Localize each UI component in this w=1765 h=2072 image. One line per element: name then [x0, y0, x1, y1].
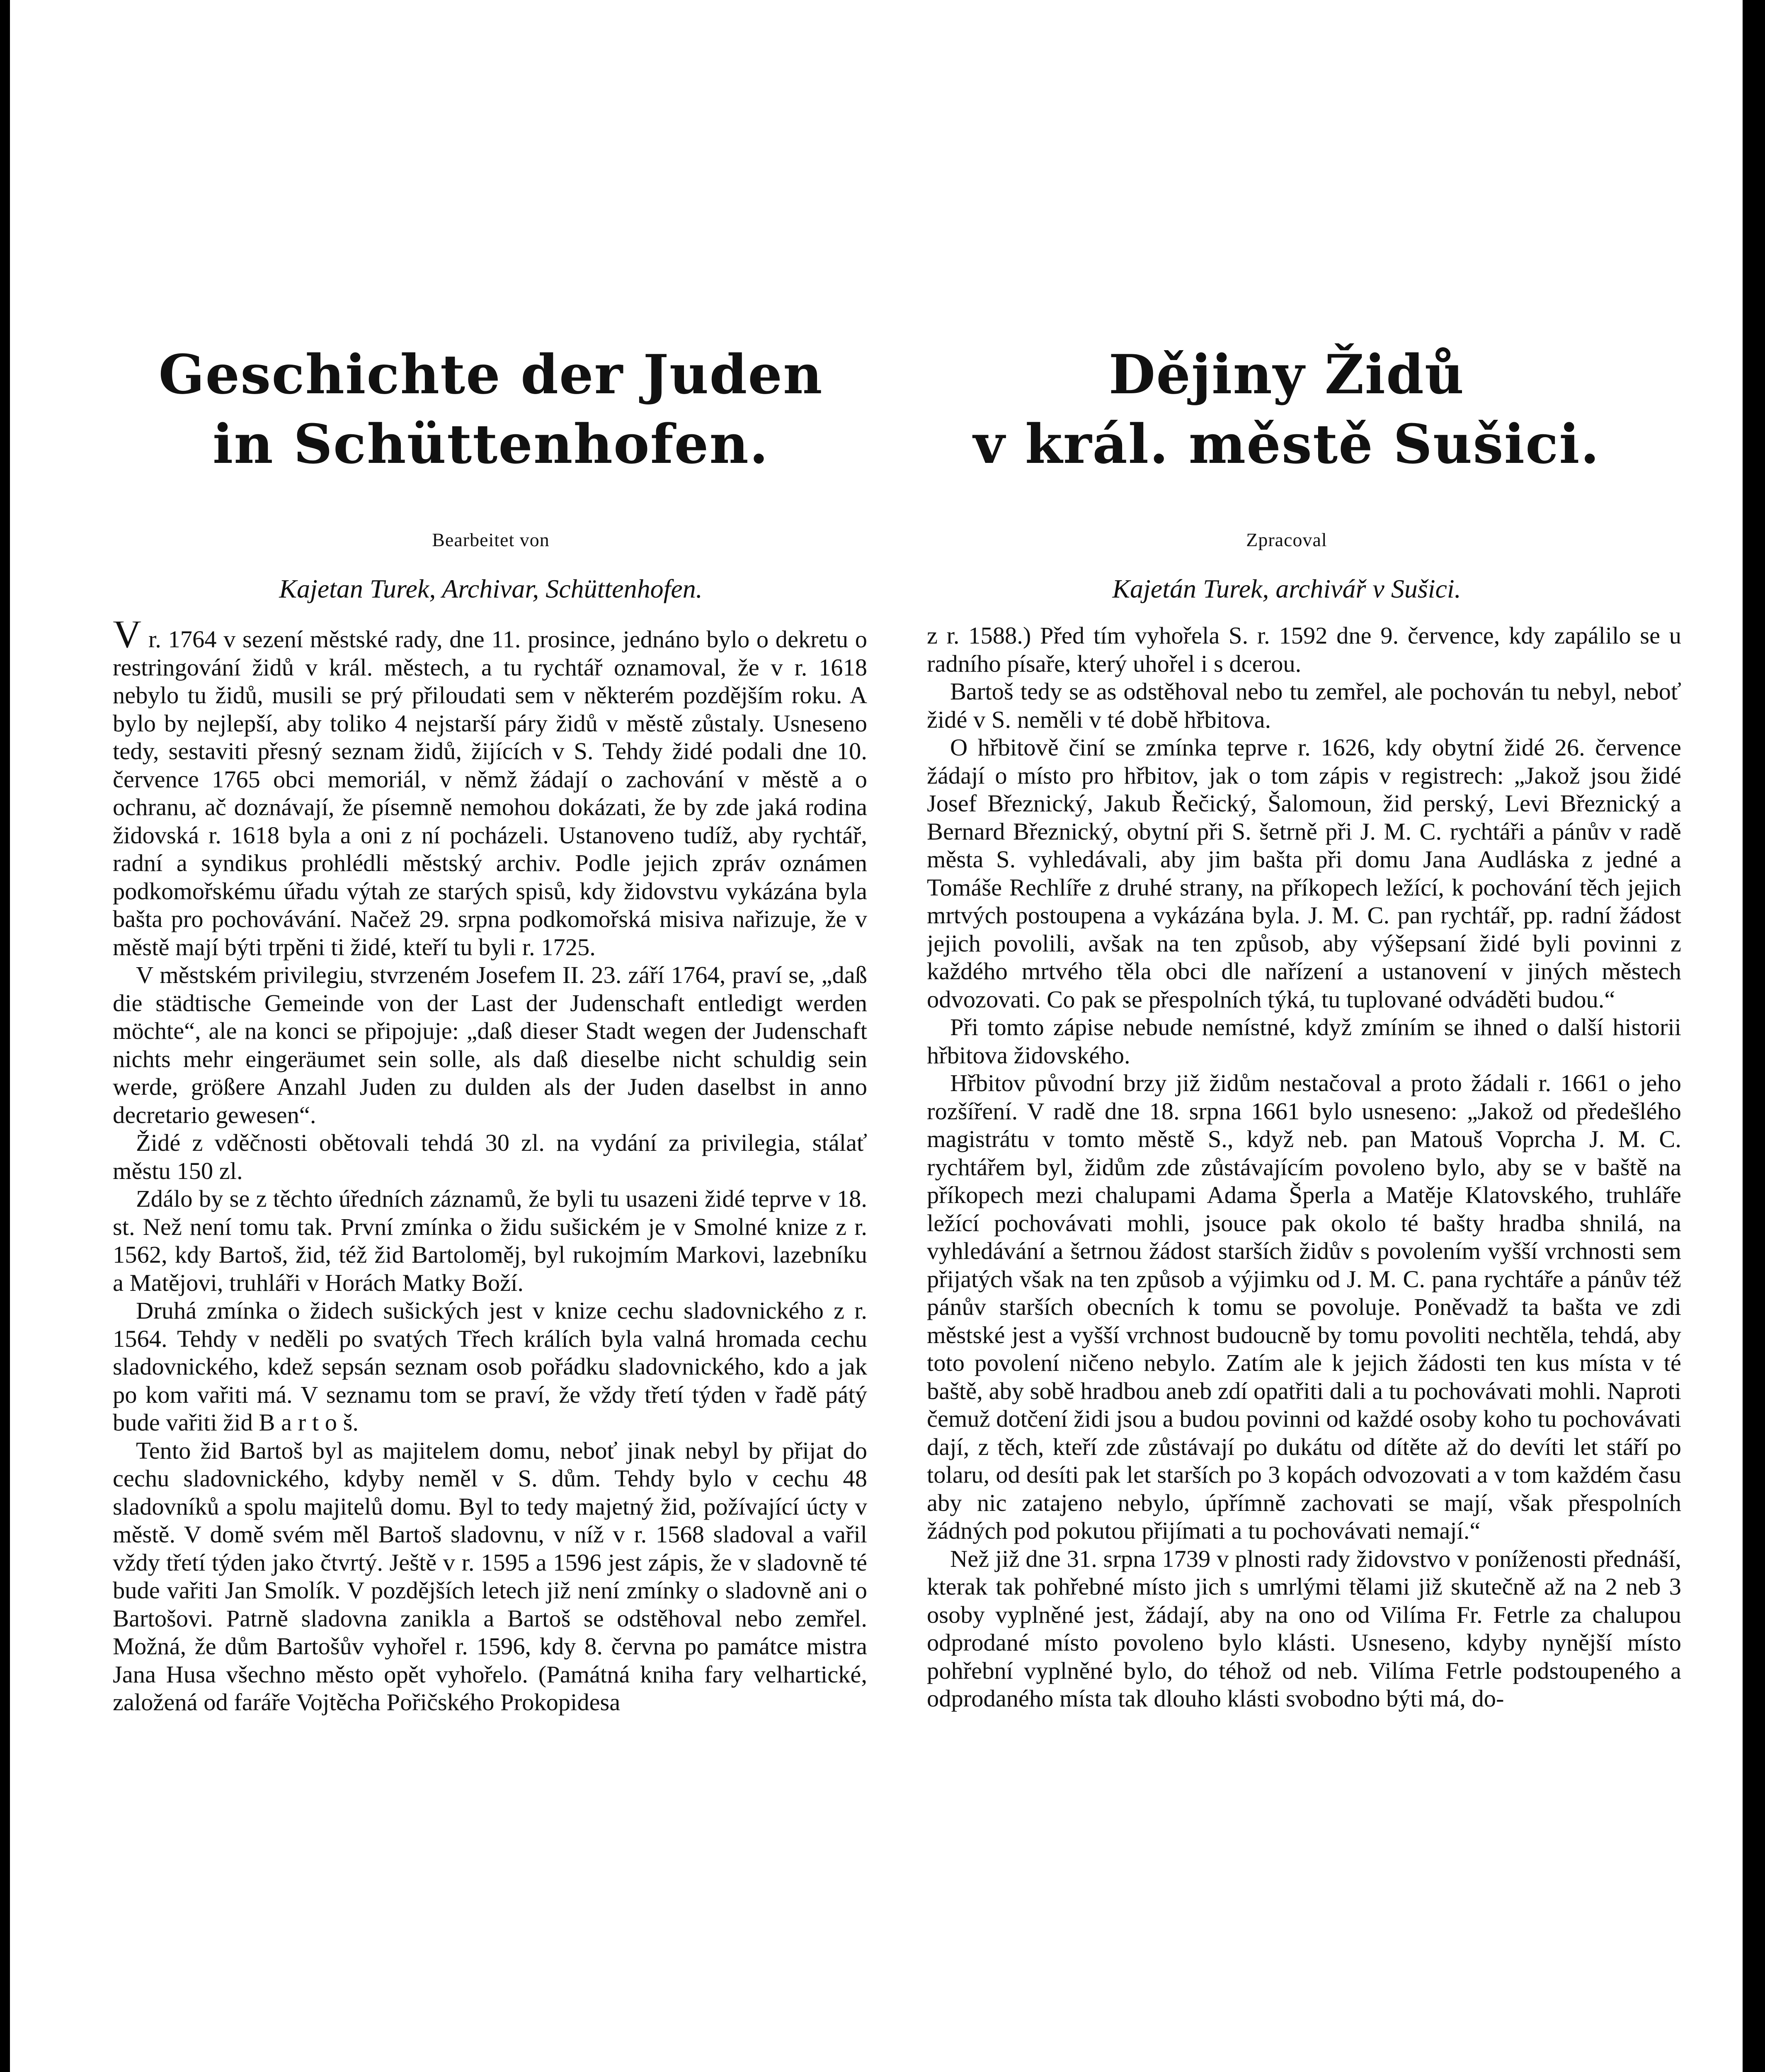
german-title-line2: in Schüttenhofen.	[212, 412, 769, 476]
czech-title-line2: v král. městě Sušici.	[973, 412, 1600, 476]
paragraph: O hřbitově činí se zmínka teprve r. 1626, kdy obytní židé 26. července žádají o místo pro hřbitov, jak o tom zápis v registrech: „Jakož jsou židé Josef Březnický, Jakub Řečický, Šalomoun, žid perský, Levi Březnický a Bernard Březnický, obytní při S. šetrně při J. M. C. rychtáři a pánův v radě města S. vyhledávali, aby jim bašta při domu Jana Audláska z jedné a Tomáše Rechlíře z druhé strany, na příkopech ležící, k pochování těch jejich mrtvých postoupena a vykázána byla. J. M. C. pan rychtář, pp. radní žádost jejich povolili, avšak na ten způsob, aby výšepsaní židé byli povinni z každého mrtvého těla obci dle nařízení a ustanovení v jiných městech odvozovati. Co pak se přespolních týká, tu tuplované odváděti budou.“	[927, 734, 1681, 1013]
paragraph	[113, 622, 867, 961]
right-column	[927, 622, 1681, 2072]
paragraph: Při tomto zápise nebude nemístné, když zmíním se ihned o další historii hřbitova židovského.	[927, 1014, 1681, 1069]
czech-heading	[893, 340, 1680, 604]
czech-author: Kajetán Turek, archivář v Sušici.	[1112, 574, 1461, 603]
german-title	[97, 340, 885, 479]
czech-title	[893, 340, 1680, 479]
paragraph: Židé z vděčnosti obětovali tehdá 30 zl. na vydání za privilegia, stálať městu 150 zl.	[113, 1129, 867, 1184]
paragraph: Než již dne 31. srpna 1739 v plnosti rady židovstvo v poníženosti přednáší, kterak tak pohřebné místo jich s umrlými tělami již skutečně až na 2 neb 3 osoby vyplněné jest, žádají, aby na ono od Vilíma Fr. Fetrle za chalupou odprodané místo povoleno bylo klásti. Usneseno, kdyby nynější místo pohřební vyplněné bylo, do téhož od neb. Vilíma Fetrle podstoupeného a odprodaného místa tak dlouho klásti svobodno býti má, do-	[927, 1545, 1681, 1712]
czech-title-line1: Dějiny Židů	[1108, 343, 1465, 406]
left-column	[113, 622, 867, 2072]
drop-cap: V	[113, 622, 142, 656]
paragraph: Tento žid Bartoš byl as majitelem domu, neboť jinak nebyl by přijat do cechu sladovnického, kdyby neměl v S. dům. Tehdy bylo v cechu 48 sladovníků a spolu majitelů domu. Byl to tedy majetný žid, požívající úcty v městě. V domě svém měl Bartoš sladovnu, v níž v r. 1568 sladoval a vařil vždy třetí týden jako čtvrtý. Ještě v r. 1595 a 1596 jest zápis, že v sladovně té bude vařiti Jan Smolík. V pozdějších letech již není zmínky o sladovně ani o Bartošovi. Patrně sladovna zanikla a Bartoš se odstěhoval nebo zemřel. Možná, že dům Bartošův vyhořel r. 1596, kdy 8. června po památce mistra Jana Husa všechno město opět vyhořelo. (Památná kniha fary velhartické, založená od faráře Vojtěcha Pořičského Prokopidesa	[113, 1437, 867, 1716]
german-heading	[97, 340, 885, 604]
czech-byline: Zpracoval	[1246, 529, 1327, 550]
paragraph: Hřbitov původní brzy již židům nestačoval a proto žádali r. 1661 o jeho rozšíření. V radě dne 18. srpna 1661 bylo usneseno: „Jakož od předešlého magistrátu v tomto městě S., když neb. pan Matouš Voprcha J. M. C. rychtářem byl, židům zde zůstávajícím povoleno bylo, aby se v baště na příkopech mezi chalupami Adama Šperla a Matěje Klatovského, truhláře ležící pochovávati mohli, jsouce pak okolo té bašty hradba shnilá, na vyhledávání a šetrnou žádost starších židův s povolením vyšší vrchnosti sem přijatých však na ten způsob a výjimku od J. M. C. pana rychtáře a pánův též pánův starších obecních k tomu se povoluje. Poněvadž ta bašta ve zdi městské jest a vyšší vrchnost budoucně by tomu povoliti nechtěla, tehdá, aby toto povolení ničeno nebylo. Zatím ale k jejich žádosti ten kus místa v té baště, aby sobě hradbou aneb zdí opatřiti dali a tu pochovávati mohli. Naproti čemuž dotčení židi jsou a budou povinni od každé osoby koho tu pochovávati dají, z těch, kteří zde zůstávají po dukátu od dítěte až do devíti let stáří po tolaru, od desíti pak let starších po 3 kopách odvozovati a v tom každém času aby nic zatajeno nebylo, úpřímně zachovati se mají, však přespolních žádných pod pokutou přijímati a tu pochovávati nemají.“	[927, 1070, 1681, 1544]
document-page	[10, 0, 1743, 2072]
paragraph: Bartoš tedy se as odstěhoval nebo tu zemřel, ale pochován tu nebyl, neboť židé v S. neměli v té době hřbitova.	[927, 678, 1681, 733]
paragraph: V městském privilegiu, stvrzeném Josefem II. 23. září 1764, praví se, „daß die städtische Gemeinde von der Last der Judenschaft entledigt werden möchte“, ale na konci se připojuje: „daß dieser Stadt wegen der Judenschaft nichts mehr eingeräumet sein solle, als daß dieselbe nicht schuldig sein werde, größere Anzahl Juden zu dulden als der Juden daselbst in anno decretario gewesen“.	[113, 961, 867, 1128]
paragraph-text: r. 1764 v sezení městské rady, dne 11. prosince, jednáno bylo o dekretu o restringování židů v král. městech, a tu rychtář oznamoval, že v r. 1618 nebylo tu židů, musili se prý přiloudati sem v některém pozdějším roku. A bylo by nejlepší, aby toliko 4 nejstarší páry židů v městě zůstaly. Usneseno tedy, sestaviti přesný seznam židů, žijících v S. Tehdy židé podali dne 10. července 1765 obci memoriál, v němž žádají o zachování v městě a o ochranu, ač doznávají, že písemně nemohou dokázati, že by zde jaká rodina židovská r. 1618 byla a oni z ní pocházeli. Ustanoveno tudíž, aby rychtář, radní a syndikus prohlédli městský archiv. Podle jejich zpráv oznámen podkomořskému úřadu výtah ze starých spisů, kdy židovstvu vykázána byla bašta pro pochovávání. Načež 29. srpna podkomořská misiva nařizuje, že v městě mají býti trpěni ti židé, kteří tu byli r. 1725.	[113, 626, 867, 961]
paragraph: Zdálo by se z těchto úředních záznamů, že byli tu usazeni židé teprve v 18. st. Než není tomu tak. První zmínka o židu sušickém je v Smolné knize z r. 1562, kdy Bartoš, žid, též žid Bartoloměj, byl rukojmím Markovi, lazebníku a Matějovi, truhláři v Horách Matky Boží.	[113, 1185, 867, 1296]
paragraph: Druhá zmínka o židech sušických jest v knize cechu sladovnického z r. 1564. Tehdy v neděli po svatých Třech králích byla valná hromada cechu sladovnického, kdež sepsán seznam osob pořádku sladovnického, kdo a jak po kom vařiti má. V seznamu tom se praví, že vždy třetí týden v řadě pátý bude vařiti žid B a r t o š.	[113, 1297, 867, 1436]
german-byline: Bearbeitet von	[432, 529, 550, 550]
german-title-line1: Geschichte der Juden	[158, 343, 823, 406]
german-author: Kajetan Turek, Archivar, Schüttenhofen.	[279, 574, 703, 603]
paragraph: z r. 1588.) Před tím vyhořela S. r. 1592 dne 9. července, kdy zapálilo se u radního písaře, který uhořel i s dcerou.	[927, 622, 1681, 677]
